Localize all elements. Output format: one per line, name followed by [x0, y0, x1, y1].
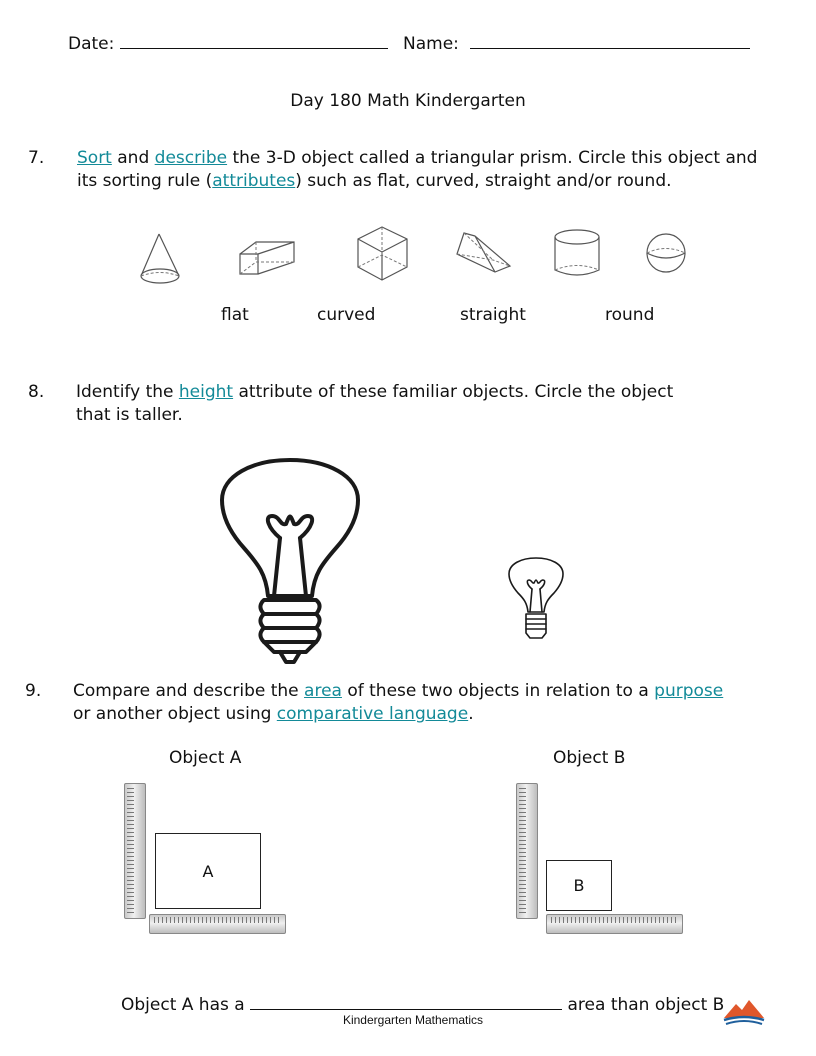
- height-link[interactable]: height: [178, 382, 234, 402]
- object-a-letter: A: [202, 861, 214, 881]
- object-b-letter: B: [573, 876, 585, 895]
- cylinder-icon[interactable]: [553, 228, 603, 280]
- cube-icon[interactable]: [355, 225, 411, 283]
- word-straight: straight: [460, 305, 526, 325]
- date-label: Date:: [68, 34, 115, 54]
- date-blank[interactable]: [120, 33, 388, 49]
- vertical-ruler-b: [516, 783, 538, 919]
- sphere-icon[interactable]: [645, 233, 689, 275]
- comparative-language-link[interactable]: comparative language: [276, 704, 469, 724]
- horizontal-ruler-b: [546, 914, 683, 934]
- sort-link[interactable]: Sort: [77, 148, 112, 168]
- q9-line1-mid: of these two objects in relation to a: [341, 681, 655, 701]
- rectangular-prism-icon[interactable]: [238, 240, 298, 278]
- answer-post: area than object B: [567, 995, 725, 1015]
- cone-icon[interactable]: [138, 232, 184, 288]
- q9-line2-pre: or another object using: [73, 704, 277, 724]
- q7-line2-pre: its sorting rule (: [77, 171, 213, 191]
- triangular-prism-icon[interactable]: [455, 230, 513, 274]
- object-b-box[interactable]: [546, 860, 612, 911]
- q9-line2-post: .: [468, 704, 474, 724]
- q7-line2: [77, 170, 672, 193]
- area-link[interactable]: area: [304, 681, 342, 701]
- q8-line1-post: attribute of these familiar objects. Circle the object: [233, 382, 674, 402]
- name-label: Name:: [403, 34, 459, 54]
- horizontal-ruler-a: [149, 914, 286, 934]
- page-title: Day 180 Math Kindergarten: [290, 91, 526, 111]
- footer-text: Kindergarten Mathematics: [342, 1013, 484, 1027]
- q9-line1: [73, 680, 723, 703]
- describe-link[interactable]: describe: [154, 148, 228, 168]
- q7-line1-post: the 3-D object called a triangular prism. Circle this object and: [227, 148, 758, 168]
- q9-line1-pre: Compare and describe the: [73, 681, 305, 701]
- object-a-box[interactable]: [155, 833, 261, 909]
- mountain-logo-icon: [722, 996, 766, 1026]
- name-blank[interactable]: [470, 33, 750, 49]
- word-round: round: [605, 305, 655, 325]
- q8-number: 8.: [28, 382, 45, 402]
- q7-line2-post: ) such as flat, curved, straight and/or round.: [295, 171, 672, 191]
- date-line: [68, 33, 388, 56]
- q8-line2: that is taller.: [76, 405, 183, 425]
- large-lightbulb-icon[interactable]: [220, 456, 362, 668]
- vertical-ruler-a: [124, 783, 146, 919]
- q7-line1: [77, 147, 757, 170]
- q9-line2: [73, 703, 474, 726]
- q7-and: and: [111, 148, 155, 168]
- answer-pre: Object A has a: [121, 995, 245, 1015]
- attributes-link[interactable]: attributes: [212, 171, 296, 191]
- object-b-label: Object B: [553, 748, 626, 768]
- word-flat: flat: [221, 305, 249, 325]
- q8-line1: [76, 381, 673, 404]
- q7-number: 7.: [28, 148, 45, 168]
- q9-number: 9.: [25, 681, 42, 701]
- word-curved: curved: [317, 305, 376, 325]
- q8-line1-pre: Identify the: [76, 382, 179, 402]
- small-lightbulb-icon[interactable]: [508, 556, 566, 642]
- object-a-label: Object A: [169, 748, 242, 768]
- purpose-link[interactable]: purpose: [654, 681, 724, 701]
- answer-blank[interactable]: [250, 994, 562, 1010]
- name-line: [403, 33, 750, 56]
